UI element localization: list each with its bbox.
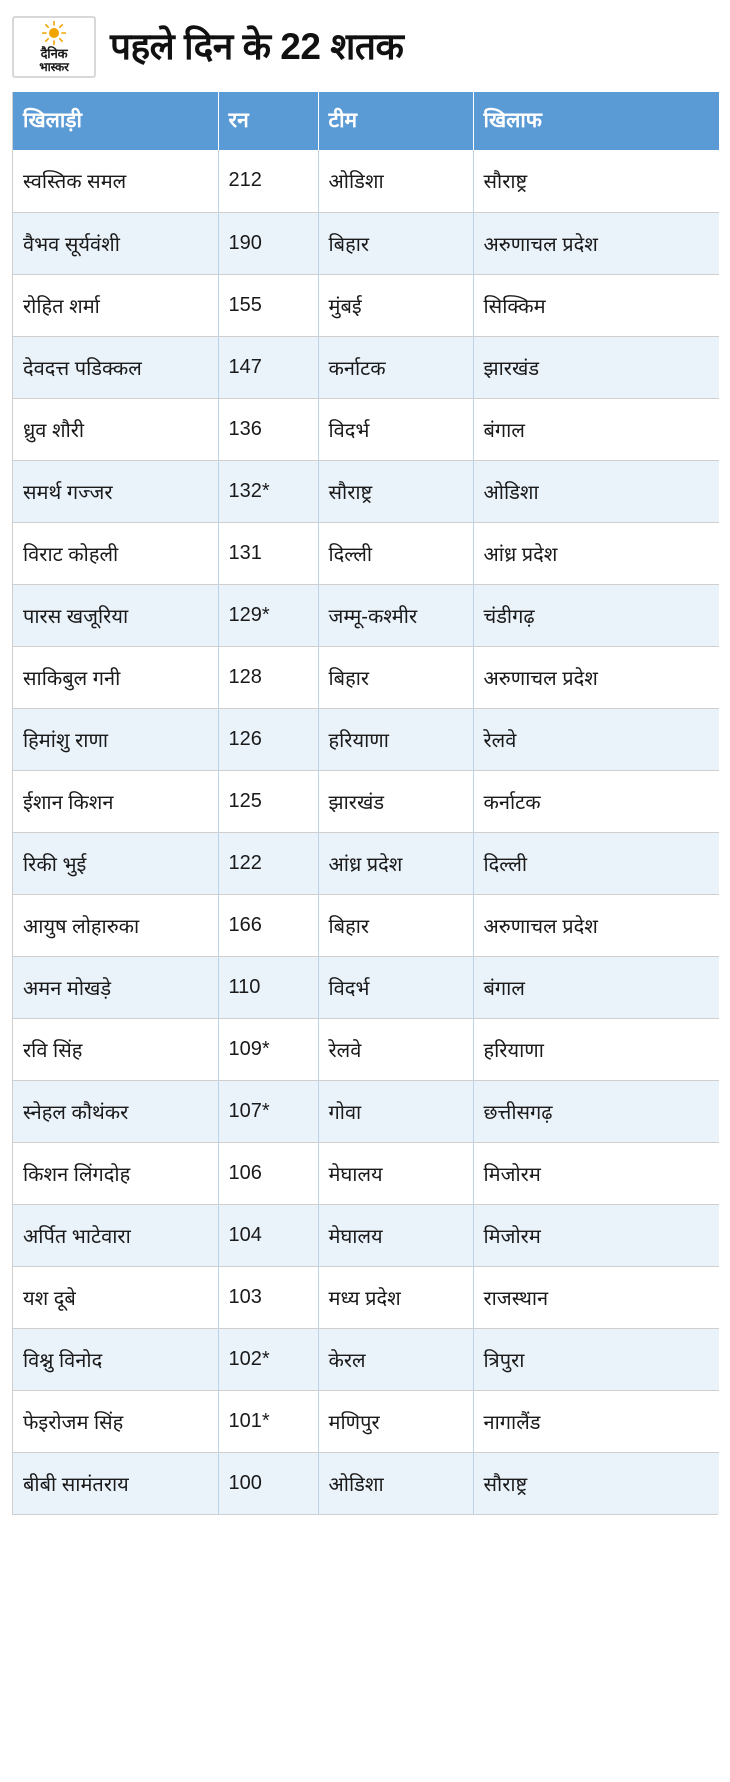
column-header-runs: रन	[218, 92, 318, 150]
table-row	[13, 1142, 719, 1204]
table-row	[13, 646, 719, 708]
cell-player: आयुष लोहारुका	[13, 894, 218, 956]
cell-team: ओडिशा	[318, 1452, 473, 1514]
cell-player: विराट कोहली	[13, 522, 218, 584]
table-row	[13, 708, 719, 770]
table-row	[13, 832, 719, 894]
cell-against: रेलवे	[473, 708, 719, 770]
table-row	[13, 398, 719, 460]
cell-team: बिहार	[318, 646, 473, 708]
cell-team: झारखंड	[318, 770, 473, 832]
table-row	[13, 956, 719, 1018]
cell-runs: 125	[218, 770, 318, 832]
centuries-table	[13, 92, 719, 1514]
cell-team: हरियाणा	[318, 708, 473, 770]
table-row	[13, 1390, 719, 1452]
cell-runs: 102*	[218, 1328, 318, 1390]
cell-team: सौराष्ट्र	[318, 460, 473, 522]
cell-against: हरियाणा	[473, 1018, 719, 1080]
cell-team: मुंबई	[318, 274, 473, 336]
cell-runs: 128	[218, 646, 318, 708]
cell-against: अरुणाचल प्रदेश	[473, 212, 719, 274]
cell-runs: 155	[218, 274, 318, 336]
table-container	[12, 92, 718, 1515]
table-row	[13, 1018, 719, 1080]
cell-against: आंध्र प्रदेश	[473, 522, 719, 584]
cell-against: बंगाल	[473, 956, 719, 1018]
cell-player: पारस खजूरिया	[13, 584, 218, 646]
cell-team: मध्य प्रदेश	[318, 1266, 473, 1328]
cell-player: बीबी सामंतराय	[13, 1452, 218, 1514]
cell-runs: 122	[218, 832, 318, 894]
cell-against: सौराष्ट्र	[473, 150, 719, 212]
cell-player: रवि सिंह	[13, 1018, 218, 1080]
table-row	[13, 1080, 719, 1142]
cell-runs: 212	[218, 150, 318, 212]
cell-runs: 101*	[218, 1390, 318, 1452]
table-row	[13, 460, 719, 522]
cell-player: वैभव सूर्यवंशी	[13, 212, 218, 274]
cell-player: ध्रुव शौरी	[13, 398, 218, 460]
cell-runs: 106	[218, 1142, 318, 1204]
cell-runs: 109*	[218, 1018, 318, 1080]
cell-against: मिजोरम	[473, 1204, 719, 1266]
table-header-row	[13, 92, 719, 150]
cell-team: विदर्भ	[318, 956, 473, 1018]
table-row	[13, 1328, 719, 1390]
cell-player: फेइरोजम सिंह	[13, 1390, 218, 1452]
cell-team: जम्मू-कश्मीर	[318, 584, 473, 646]
cell-team: आंध्र प्रदेश	[318, 832, 473, 894]
cell-player: अर्पित भाटेवारा	[13, 1204, 218, 1266]
cell-against: नागालैंड	[473, 1390, 719, 1452]
cell-player: स्नेहल कौथंकर	[13, 1080, 218, 1142]
table-row	[13, 894, 719, 956]
cell-team: ओडिशा	[318, 150, 473, 212]
publisher-logo	[12, 16, 96, 78]
cell-team: मणिपुर	[318, 1390, 473, 1452]
cell-team: मेघालय	[318, 1142, 473, 1204]
cell-runs: 100	[218, 1452, 318, 1514]
cell-runs: 132*	[218, 460, 318, 522]
table-row	[13, 1204, 719, 1266]
cell-runs: 147	[218, 336, 318, 398]
column-header-against: खिलाफ	[473, 92, 719, 150]
cell-player: रिकी भुई	[13, 832, 218, 894]
cell-player: साकिबुल गनी	[13, 646, 218, 708]
column-header-player: खिलाड़ी	[13, 92, 218, 150]
cell-team: कर्नाटक	[318, 336, 473, 398]
page-header	[12, 12, 718, 92]
cell-runs: 166	[218, 894, 318, 956]
cell-team: बिहार	[318, 894, 473, 956]
cell-against: झारखंड	[473, 336, 719, 398]
cell-team: रेलवे	[318, 1018, 473, 1080]
table-row	[13, 584, 719, 646]
cell-player: हिमांशु राणा	[13, 708, 218, 770]
cell-player: रोहित शर्मा	[13, 274, 218, 336]
cell-runs: 104	[218, 1204, 318, 1266]
table-row	[13, 1452, 719, 1514]
cell-runs: 190	[218, 212, 318, 274]
table-body	[13, 150, 719, 1514]
page-title: पहले दिन के 22 शतक	[110, 25, 404, 67]
cell-against: कर्नाटक	[473, 770, 719, 832]
cell-player: किशन लिंगदोह	[13, 1142, 218, 1204]
cell-runs: 129*	[218, 584, 318, 646]
logo-text-line1: दैनिक	[40, 45, 68, 61]
table-row	[13, 212, 719, 274]
cell-against: ओडिशा	[473, 460, 719, 522]
cell-player: समर्थ गज्जर	[13, 460, 218, 522]
cell-against: दिल्ली	[473, 832, 719, 894]
table-row	[13, 150, 719, 212]
cell-team: विदर्भ	[318, 398, 473, 460]
cell-runs: 110	[218, 956, 318, 1018]
table-row	[13, 1266, 719, 1328]
cell-team: गोवा	[318, 1080, 473, 1142]
cell-against: राजस्थान	[473, 1266, 719, 1328]
cell-player: स्वस्तिक समल	[13, 150, 218, 212]
cell-against: सिक्किम	[473, 274, 719, 336]
cell-runs: 126	[218, 708, 318, 770]
column-header-team: टीम	[318, 92, 473, 150]
cell-player: यश दूबे	[13, 1266, 218, 1328]
cell-against: अरुणाचल प्रदेश	[473, 646, 719, 708]
cell-runs: 107*	[218, 1080, 318, 1142]
cell-against: मिजोरम	[473, 1142, 719, 1204]
table-row	[13, 770, 719, 832]
cell-player: अमन मोखड़े	[13, 956, 218, 1018]
cell-against: सौराष्ट्र	[473, 1452, 719, 1514]
cell-runs: 103	[218, 1266, 318, 1328]
cell-team: दिल्ली	[318, 522, 473, 584]
table-row	[13, 522, 719, 584]
cell-against: अरुणाचल प्रदेश	[473, 894, 719, 956]
cell-runs: 131	[218, 522, 318, 584]
cell-team: बिहार	[318, 212, 473, 274]
sun-icon	[42, 21, 66, 45]
cell-player: देवदत्त पडिक्कल	[13, 336, 218, 398]
cell-player: विश्नु विनोद	[13, 1328, 218, 1390]
cell-team: केरल	[318, 1328, 473, 1390]
cell-team: मेघालय	[318, 1204, 473, 1266]
logo-text-line2: भास्कर	[39, 59, 69, 74]
cell-against: बंगाल	[473, 398, 719, 460]
cell-against: त्रिपुरा	[473, 1328, 719, 1390]
cell-player: ईशान किशन	[13, 770, 218, 832]
cell-against: छत्तीसगढ़	[473, 1080, 719, 1142]
table-row	[13, 274, 719, 336]
table-row	[13, 336, 719, 398]
cell-against: चंडीगढ़	[473, 584, 719, 646]
cell-runs: 136	[218, 398, 318, 460]
